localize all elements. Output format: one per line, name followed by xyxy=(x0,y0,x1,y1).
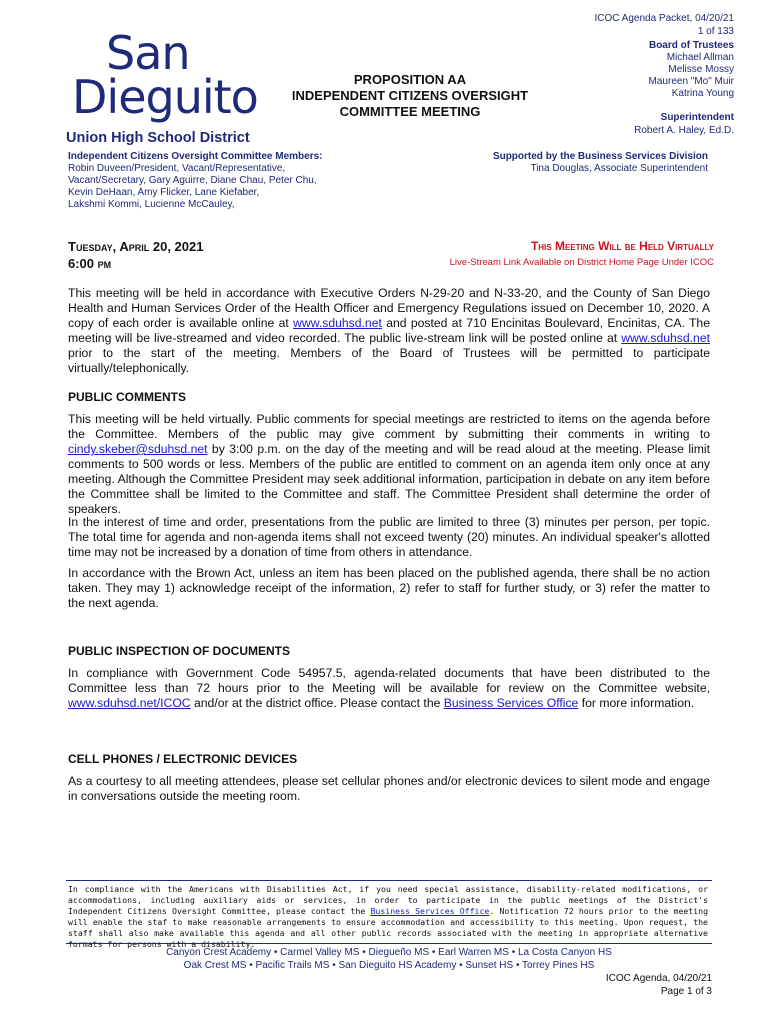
paragraph-text: by 3:00 p.m. on the day of the meeting and will be read aloud at the meeting. Please limit comments to 500 words or less. Members of the public are entitled to comment on an agenda item only once at any meeting. Although the Committee President may seek additional information, participation in debate on any item before the Committee shall be limited to the Committee and staff. The Committee President shall determine the order of speakers. xyxy=(68,442,710,516)
title-line: COMMITTEE MEETING xyxy=(339,104,481,119)
public-comments-paragraph xyxy=(68,412,710,517)
cell-phones-paragraph: As a courtesy to all meeting attendees, please set cellular phones and/or electronic devices to silent mode and engage in conversations outside the meeting room. xyxy=(68,774,710,803)
packet-header xyxy=(594,12,734,38)
logo-line-dieguito: Dieguito xyxy=(72,70,258,124)
support-heading: Supported by the Business Services Division xyxy=(492,151,708,162)
meeting-title xyxy=(270,72,550,120)
paragraph-text: and/or at the district office. Please contact the xyxy=(190,696,444,710)
paragraph-text: for more information. xyxy=(578,696,695,710)
ada-text: . Notification 72 hours prior to the meeting will enable the staf to make reasonable arrangements to ensure accommodation and accessibility to this meeting. Upon request, the staff shall also make available this agenda and all other public records associated with the meeting in appropriate alternative formats for persons with a disability. xyxy=(68,906,709,949)
footer-label: ICOC Agenda, 04/20/21 xyxy=(605,973,712,984)
board-of-trustees xyxy=(649,40,734,100)
title-line: INDEPENDENT CITIZENS OVERSIGHT xyxy=(291,88,529,103)
committee-members xyxy=(68,151,368,211)
superintendent-heading: Superintendent xyxy=(660,112,734,123)
virtual-notice xyxy=(450,238,714,271)
business-services-link[interactable]: Business Services Office xyxy=(370,906,490,916)
paragraph-text: This meeting will be held virtually. Public comments for special meetings are restricted to items on the agenda before the Committee. Members of the public may give comment by submitting their comments in writing to xyxy=(68,412,710,441)
sduhsd-link[interactable]: www.sduhsd.net xyxy=(293,316,382,330)
page-footer xyxy=(606,972,712,998)
inspection-heading: PUBLIC INSPECTION OF DOCUMENTS xyxy=(68,644,291,658)
meeting-datetime xyxy=(68,238,203,272)
ada-text: In compliance with the Americans with Disabilities Act, if you need special assistance, disability-related modifications, or accommodations, including auxiliary aids or services, in order to participate in the public meetings of the District's Independent Citizens Oversight Committee, please contact the xyxy=(68,884,708,916)
district-logo xyxy=(66,26,266,150)
footer-divider xyxy=(66,880,712,881)
time-limit-paragraph: In the interest of time and order, presentations from the public are limited to three (3) minutes per person, per topic. The total time for agenda and non-agenda items shall not exceed twenty (20) minutes. An individual speaker's allotted time may not be increased by a donation of time from others in attendance. xyxy=(68,515,710,559)
footer-page: Page 1 of 3 xyxy=(660,986,712,997)
members-line: Robin Duveen/President, Vacant/Representative, xyxy=(68,163,286,174)
superintendent-block xyxy=(634,111,734,137)
footer-divider xyxy=(66,943,712,944)
meeting-date: Tuesday, April 20, 2021 xyxy=(68,239,204,254)
sduhsd-link[interactable]: www.sduhsd.net xyxy=(621,331,710,345)
members-line: Vacant/Secretary, Gary Aguirre, Diane Chau, Peter Chu, xyxy=(68,175,317,186)
cell-phones-heading: CELL PHONES / ELECTRONIC DEVICES xyxy=(68,752,298,766)
public-comments-heading: PUBLIC COMMENTS xyxy=(68,390,186,404)
members-line: Lakshmi Kommi, Lucienne McCauley, xyxy=(68,199,235,210)
packet-page: 1 of 133 xyxy=(697,26,734,37)
intro-text: and posted at 710 Encinitas Boulevard, Encinitas, CA. The meeting will be live-streamed and video recorded. The public live-stream link will be posted online at xyxy=(68,316,710,345)
livestream-note: Live-Stream Link Available on District Home Page Under ICOC xyxy=(449,257,714,268)
support-block xyxy=(493,151,708,175)
board-heading: Board of Trustees xyxy=(648,40,734,51)
title-line: PROPOSITION AA xyxy=(353,72,467,87)
icoc-link[interactable]: www.sduhsd.net/ICOC xyxy=(68,696,191,710)
board-member: Melisse Mossy xyxy=(668,64,734,75)
board-member: Maureen "Mo" Muir xyxy=(648,76,734,87)
schools-list xyxy=(68,946,710,972)
board-member: Katrina Young xyxy=(671,88,734,99)
members-line: Kevin DeHaan, Amy Flicker, Lane Kiefaber, xyxy=(68,187,260,198)
business-services-link[interactable]: Business Services Office xyxy=(443,696,579,710)
virtual-heading: This Meeting Will be Held Virtually xyxy=(530,239,714,253)
superintendent-name: Robert A. Haley, Ed.D. xyxy=(634,125,734,136)
board-member: Michael Allman xyxy=(666,52,734,63)
intro-text: This meeting will be held in accordance with Executive Orders N-29-20 and N-33-20, and the County of San Diego Health and Human Services Order of the Health Officer and Emergency Regulations issued on December 10, 2020. A copy of each order is available online at xyxy=(68,286,710,330)
paragraph-text: In compliance with Government Code 54957.5, agenda-related documents that have been distributed to the Committee less than 72 hours prior to the Meeting will be available for review on the Committee website, xyxy=(68,666,710,695)
ada-notice xyxy=(68,884,708,950)
email-link[interactable]: cindy.skeber@sduhsd.net xyxy=(68,442,208,456)
intro-text: prior to the start of the meeting. Members of the Board of Trustees will be permitted to participate virtually/telephonically. xyxy=(68,346,710,375)
members-heading: Independent Citizens Oversight Committee Members: xyxy=(68,151,323,162)
brown-act-paragraph: In accordance with the Brown Act, unless an item has been placed on the published agenda, there shall be no action taken. They may 1) acknowledge receipt of the information, 2) refer to staff for further study, or 3) refer the matter to the next agenda. xyxy=(68,566,710,610)
logo-line-san: San xyxy=(106,26,190,80)
schools-line: Oak Crest MS • Pacific Trails MS • San Dieguito HS Academy • Sunset HS • Torrey Pines HS xyxy=(183,960,595,971)
schools-line: Canyon Crest Academy • Carmel Valley MS • Diegueño MS • Earl Warren MS • La Costa Canyon HS xyxy=(166,947,612,958)
support-name: Tina Douglas, Associate Superintendent xyxy=(530,163,708,174)
packet-label: ICOC Agenda Packet, 04/20/21 xyxy=(594,13,734,24)
inspection-paragraph xyxy=(68,666,710,711)
logo-line-district: Union High School District xyxy=(66,130,250,146)
intro-paragraph xyxy=(68,286,710,376)
meeting-time: 6:00 pm xyxy=(68,256,112,271)
